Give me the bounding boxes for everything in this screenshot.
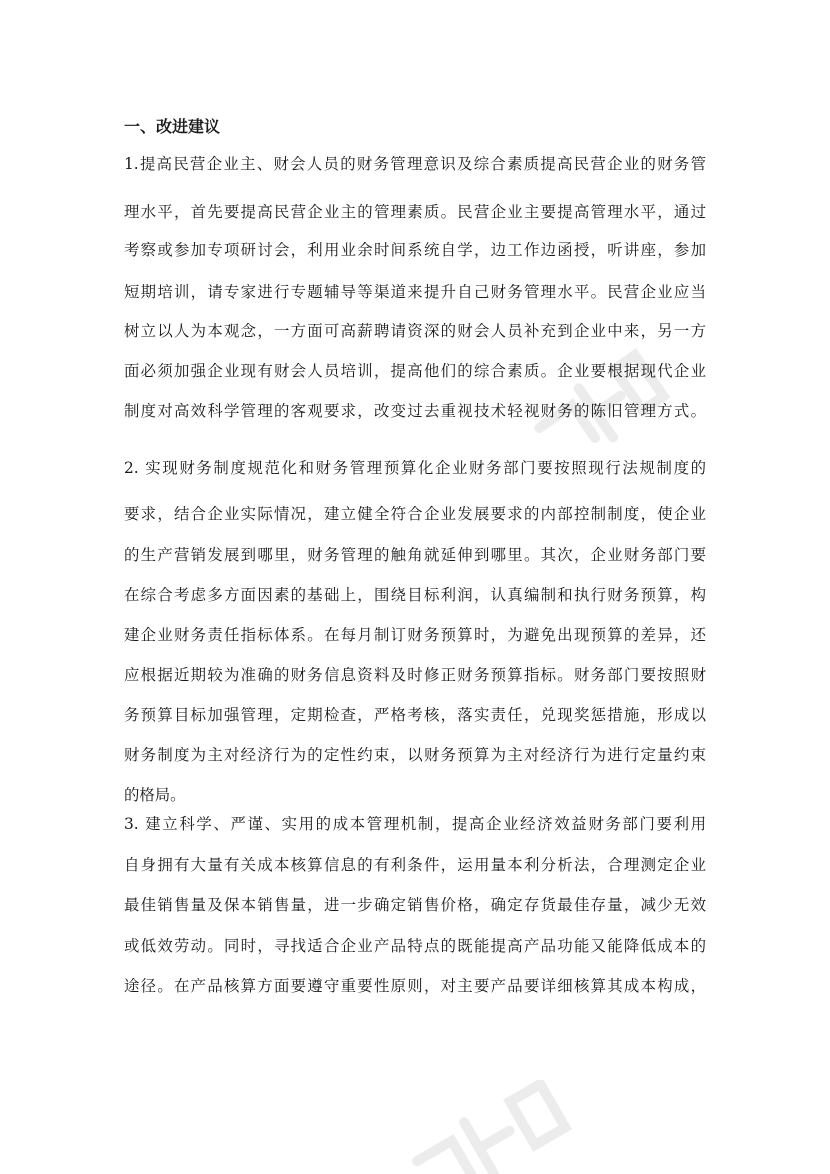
text-line-15: 财务制度为主对经济行为的定性约束，以财务预算为主对经济行为进行定量约束: [124, 746, 706, 764]
text-line-17: 3. 建立科学、严谨、实用的成本管理机制，提高企业经济效益财务部门要利用: [124, 815, 706, 833]
text-line-1: 1.提高民营企业主、财会人员的财务管理意识及综合素质提高民营企业的财务管: [124, 155, 706, 173]
text-line-10: 的生产营销发展到哪里，财务管理的触角就延伸到哪里。其次，企业财务部门要: [124, 546, 706, 564]
text-line-21: 途径。在产品核算方面要遵守重要性原则，对主要产品要详细核算其成本构成，: [124, 977, 706, 995]
text-line-3: 考察或参加专项研讨会，利用业余时间系统自学，边工作边函授，听讲座，参加: [124, 241, 706, 259]
text-line-12: 建企业财务责任指标体系。在每月制订财务预算时，为避免出现预算的差异，还: [124, 626, 706, 644]
text-line-14: 务预算目标加强管理，定期检查，严格考核，落实责任，兑现奖惩措施，形成以: [124, 706, 706, 724]
text-line-11: 在综合考虑多方面因素的基础上，围绕目标利润，认真编制和执行财务预算，构: [124, 586, 706, 604]
text-line-4: 短期培训，请专家进行专题辅导等渠道来提升自己财务管理水平。民营企业应当: [124, 283, 706, 301]
text-line-2: 理水平，首先要提高民营企业主的管理素质。民营企业主要提高管理水平，通过: [124, 203, 706, 221]
text-line-13: 应根据近期较为准确的财务信息资料及时修正财务预算指标。财务部门要按照财: [124, 666, 706, 684]
section-heading: 一、改进建议: [124, 117, 221, 136]
text-line-7: 制度对高效科学管理的客观要求，改变过去重视技术轻视财务的陈旧管理方式。: [124, 402, 706, 420]
text-line-19: 最佳销售量及保本销售量，进一步确定销售价格，确定存货最佳存量，减少无效: [124, 896, 706, 914]
text-line-20: 或低效劳动。同时，寻找适合企业产品特点的既能提高产品功能又能降低成本的: [124, 937, 706, 955]
text-line-5: 树立以人为本观念，一方面可高薪聘请资深的财会人员补充到企业中来，另一方: [124, 322, 706, 340]
watermark-stamp-bottom: [380, 1080, 600, 1174]
text-line-6: 面必须加强企业现有财会人员培训，提高他们的综合素质。企业要根据现代企业: [124, 362, 706, 380]
text-line-8: 2. 实现财务制度规范化和财务管理预算化企业财务部门要按照现行法规制度的: [124, 459, 706, 477]
text-line-16: 的格局。: [124, 786, 186, 804]
text-line-18: 自身拥有大量有关成本核算信息的有利条件，运用量本利分析法，合理测定企业: [124, 856, 706, 874]
text-line-9: 要求，结合企业实际情况，建立健全符合企业发展要求的内部控制制度，使企业: [124, 505, 706, 523]
